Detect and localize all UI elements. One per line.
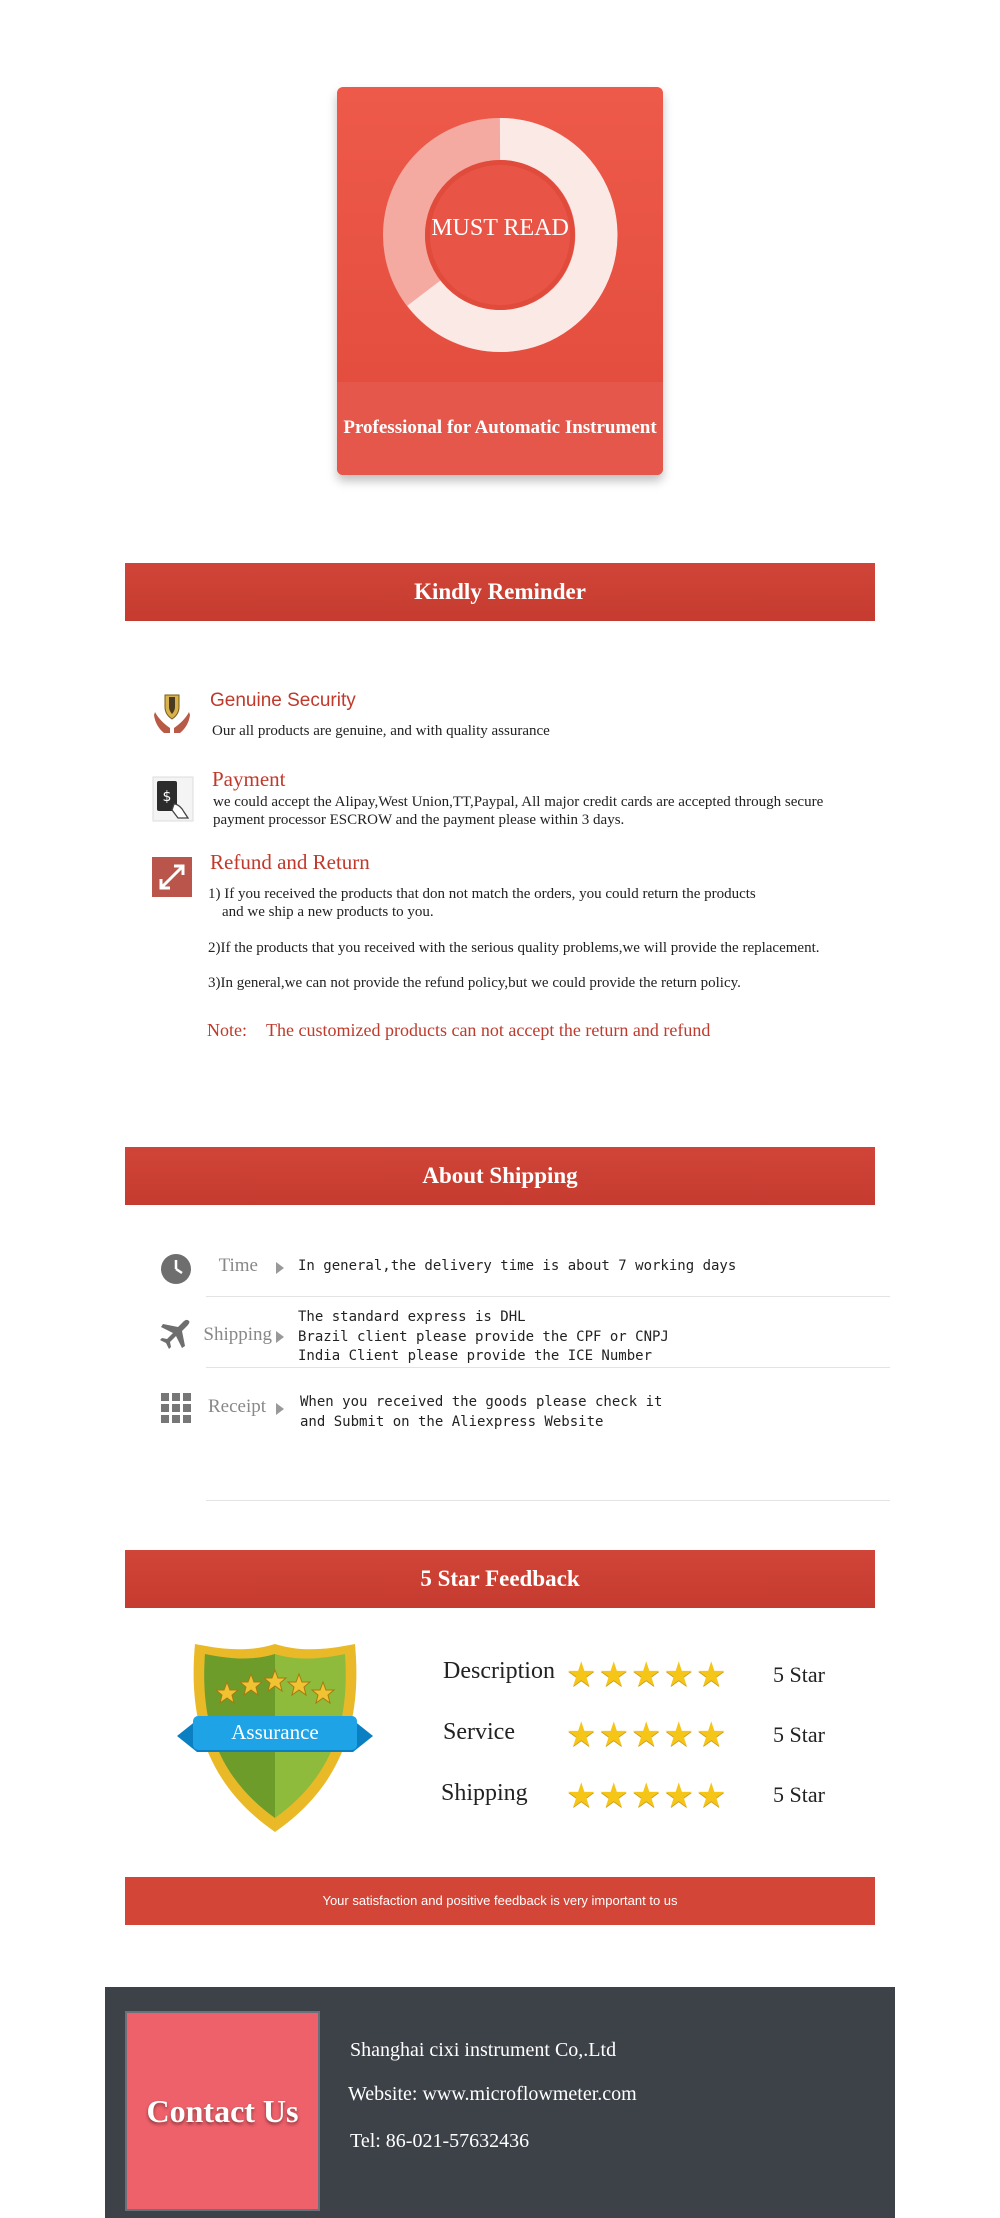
resize-arrow-icon bbox=[152, 857, 192, 897]
website[interactable]: Website: www.microflowmeter.com bbox=[348, 2083, 637, 2105]
star-icon: ★ bbox=[695, 1717, 729, 1754]
star-icon: ★ bbox=[566, 1657, 599, 1694]
kindly-reminder-header: Kindly Reminder bbox=[125, 563, 875, 621]
star-icon: ★ bbox=[630, 1657, 664, 1694]
payment-line2: payment processor ESCROW and the payment please within 3 days. bbox=[213, 812, 625, 828]
shipping-shipping-line1: The standard express is DHL bbox=[298, 1309, 526, 1325]
shipping-receipt-line1: When you received the goods please check it bbox=[300, 1394, 663, 1410]
note-text: The customized products can not accept the return and refund bbox=[266, 1020, 711, 1040]
star-icon: ★ bbox=[566, 1717, 599, 1754]
svg-text:$: $ bbox=[162, 789, 172, 805]
satisfaction-banner: Your satisfaction and positive feedback is very important to us bbox=[125, 1877, 875, 1925]
contact-footer bbox=[105, 1987, 895, 2218]
shipping-row-label-time: Time bbox=[218, 1255, 258, 1276]
shipping-receipt-line2: and Submit on the Aliexpress Website bbox=[300, 1414, 604, 1430]
payment-line1: we could accept the Alipay,West Union,TT,Paypal, All major credit cards are accepted through secure bbox=[213, 794, 824, 810]
star-rating-service bbox=[566, 1719, 728, 1753]
refund-p3: 3)In general,we can not provide the refund policy,but we could provide the return policy. bbox=[208, 975, 741, 991]
star-icon: ★ bbox=[598, 1717, 631, 1754]
chevron-right-icon bbox=[276, 1331, 284, 1343]
must-read-title: MUST READ bbox=[431, 215, 569, 241]
chevron-right-icon bbox=[276, 1403, 284, 1415]
shipping-row-label-receipt: Receipt bbox=[207, 1396, 266, 1417]
shield-hands-icon bbox=[152, 692, 192, 736]
airplane-icon bbox=[158, 1318, 192, 1352]
divider bbox=[206, 1296, 890, 1297]
telephone: Tel: 86-021-57632436 bbox=[350, 2130, 530, 2152]
feedback-value-service: 5 Star bbox=[773, 1722, 825, 1747]
star-icon: ★ bbox=[695, 1657, 729, 1694]
feedback-value-shipping: 5 Star bbox=[773, 1782, 825, 1807]
divider bbox=[206, 1500, 890, 1501]
shipping-time-line1: In general,the delivery time is about 7 working days bbox=[298, 1258, 737, 1274]
genuine-title: Genuine Security bbox=[210, 690, 356, 711]
assurance-badge-text: Assurance bbox=[231, 1720, 319, 1744]
feedback-header: 5 Star Feedback bbox=[125, 1550, 875, 1608]
star-icon: ★ bbox=[630, 1778, 664, 1815]
feedback-label-service: Service bbox=[443, 1719, 515, 1745]
refund-title: Refund and Return bbox=[210, 850, 370, 874]
feedback-value-description: 5 Star bbox=[773, 1662, 825, 1687]
shipping-row-label-shipping: Shipping bbox=[203, 1324, 272, 1345]
shipping-shipping-line2: Brazil client please provide the CPF or CNPJ bbox=[298, 1329, 669, 1345]
company-name: Shanghai cixi instrument Co,.Ltd bbox=[350, 2039, 617, 2061]
feedback-label-description: Description bbox=[443, 1658, 555, 1684]
must-read-subtitle: Professional for Automatic Instrument bbox=[343, 417, 657, 438]
about-shipping-header: About Shipping bbox=[125, 1147, 875, 1205]
refund-p2: 2)If the products that you received with the serious quality problems,we will provide the replacement. bbox=[208, 940, 820, 956]
payment-title: Payment bbox=[212, 767, 286, 791]
divider bbox=[206, 1367, 890, 1368]
must-read-card bbox=[337, 87, 663, 475]
chevron-right-icon bbox=[276, 1262, 284, 1274]
star-icon: ★ bbox=[630, 1717, 664, 1754]
star-rating-description bbox=[566, 1659, 728, 1693]
star-icon: ★ bbox=[566, 1778, 599, 1815]
star-icon: ★ bbox=[663, 1778, 696, 1815]
refund-p1-line1: 1) If you received the products that don not match the orders, you could return the products bbox=[208, 886, 756, 902]
genuine-text: Our all products are genuine, and with quality assurance bbox=[212, 723, 550, 739]
payment-card-icon bbox=[152, 776, 194, 822]
refund-p1-line2: and we ship a new products to you. bbox=[222, 904, 434, 920]
contact-us-box[interactable]: Contact Us bbox=[125, 2011, 320, 2211]
star-icon: ★ bbox=[695, 1778, 729, 1815]
shipping-shipping-line3: India Client please provide the ICE Number bbox=[298, 1348, 653, 1364]
star-icon: ★ bbox=[598, 1778, 631, 1815]
star-icon: ★ bbox=[598, 1657, 631, 1694]
star-icon: ★ bbox=[663, 1717, 696, 1754]
note-label: Note: bbox=[207, 1020, 247, 1040]
star-icon: ★ bbox=[663, 1657, 696, 1694]
star-rating-shipping bbox=[566, 1780, 728, 1814]
feedback-label-shipping: Shipping bbox=[441, 1780, 528, 1806]
